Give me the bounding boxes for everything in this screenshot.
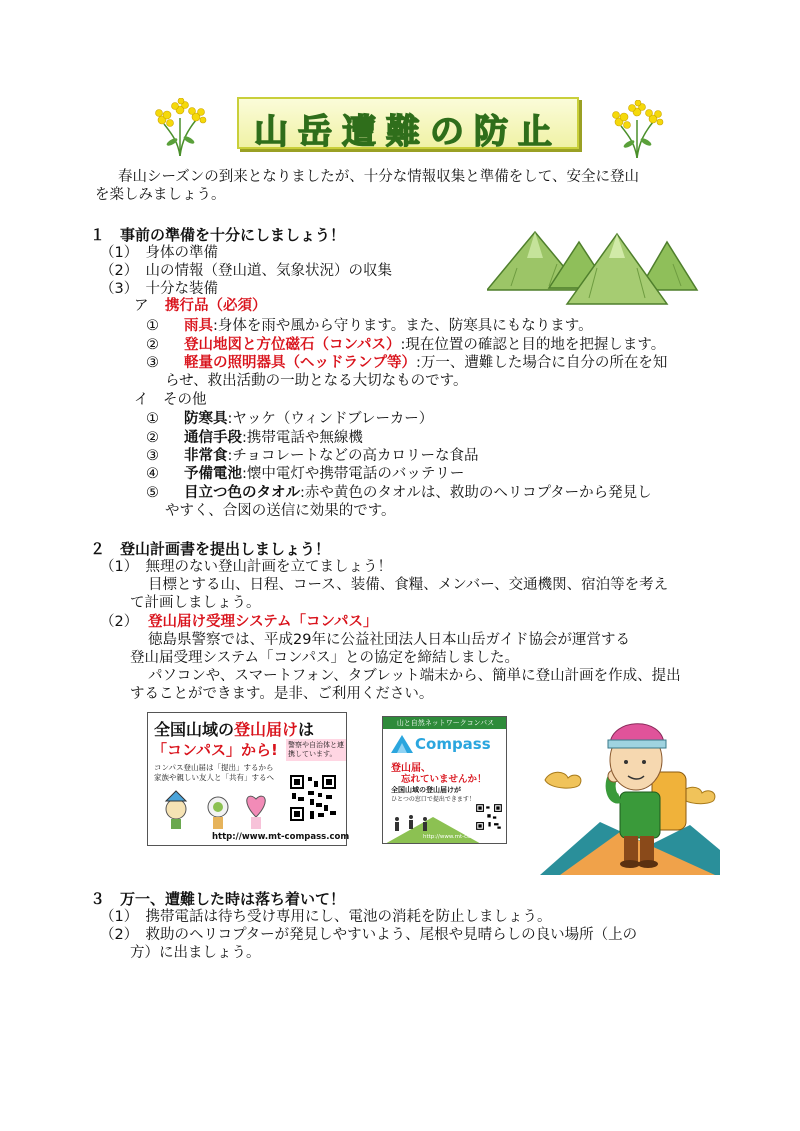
s1-a2: 登山地図と方位磁石（コンパス）:現在位置の確認と目的地を把握します。	[184, 337, 666, 353]
compass-banner-1[interactable]: 全国山域の登山届けは 「コンパス」から! 警察や自治体と連携しています。 コンパス登山届は「提出」するから 家族や親しい友人と「共有」するへ http://www.mt-compass.com	[147, 712, 347, 846]
s1-b1: 防寒具:ヤッケ（ウィンドブレーカー）	[184, 411, 434, 427]
intro-line-2: を楽しみましょう。	[95, 187, 226, 203]
s1-b4: 予備電池:懐中電灯や携帯電話のバッテリー	[184, 466, 465, 482]
banner1-qr-code-icon	[288, 773, 338, 823]
s1-b3: 非常食:チョコレートなどの高カロリーな食品	[184, 448, 479, 464]
s1-a1: 雨具:身体を雨や風から守ります。また、防寒具にもなります。	[184, 318, 593, 334]
mountains-illustration	[487, 228, 702, 306]
s1-a3-num: ③	[146, 355, 159, 371]
banner2-red-1: 登山届、	[391, 763, 431, 774]
s1-b1-num: ①	[146, 411, 159, 427]
s3-item-2-line-1: （2） 救助のヘリコプターが発見しやすいよう、尾根や見晴らしの良い場所（上の	[100, 927, 638, 943]
intro-line-1: 春山シーズンの到来となりましたが、十分な情報収集と準備をして、安全に登山	[118, 169, 639, 185]
s1-a-label: ア	[134, 298, 149, 314]
s1-b5-cont: やすく、合図の送信に効果的です。	[165, 503, 396, 519]
title-banner	[237, 97, 579, 152]
s2-item-2-num: （2）	[100, 614, 139, 630]
banner2-url: http://www.mt-compass.com	[423, 834, 502, 840]
s1-b4-num: ④	[146, 466, 159, 482]
s2-item-1-line-2: て計画しましょう。	[130, 595, 261, 611]
s1-b3-num: ③	[146, 448, 159, 464]
s1-item-2: （2） 山の情報（登山道、気象状況）の収集	[100, 263, 392, 279]
rapeseed-flower-icon-left	[150, 98, 210, 156]
rapeseed-flower-icon-right	[607, 100, 667, 158]
s1-item-1: （1） 身体の準備	[100, 245, 218, 261]
compass-logo-icon	[391, 735, 413, 753]
s2-item-1-line-1: 目標とする山、日程、コース、装備、食糧、メンバー、交通機関、宿泊等を考え	[148, 577, 669, 593]
section-1-heading: １ 事前の準備を十分にしましょう！	[90, 226, 346, 244]
banner1-url: http://www.mt-compass.com	[212, 832, 350, 842]
s3-item-2-line-2: 方）に出ましょう。	[130, 945, 261, 961]
banner1-headline: 「コンパス」から!	[152, 741, 278, 759]
s1-a1-num: ①	[146, 318, 159, 334]
s2-item-2-line-1: 徳島県警察では、平成29年に公益社団法人日本山岳ガイド協会が運営する	[148, 632, 631, 648]
s2-item-1: （1） 無理のない登山計画を立てましょう！	[100, 559, 392, 575]
s2-item-2-line-2: 登山届受理システム「コンパス」との協定を締結しました。	[130, 650, 520, 666]
banner1-small-2: 家族や親しい友人と「共有」するへ	[154, 773, 274, 782]
s1-a-title: 携行品（必須）	[165, 298, 267, 314]
s2-item-2-title: 登山届け受理システム「コンパス」	[148, 614, 378, 630]
banner2-top-label: 山と自然ネットワークコンパス	[383, 717, 507, 729]
s1-a2-num: ②	[146, 337, 159, 353]
banner1-side-note: 警察や自治体と連携しています。	[286, 739, 346, 761]
s2-item-2-line-4: することができます。是非、ご利用ください。	[130, 686, 434, 702]
s1-b2-num: ②	[146, 430, 159, 446]
banner2-mid: 全国山域の登山届けが	[391, 786, 461, 794]
compass-banner-2[interactable]	[382, 716, 507, 844]
page-title: 山岳遭難の防止	[254, 112, 562, 152]
s1-other-label: イ その他	[134, 392, 207, 408]
banner1-small-1: コンパス登山届は「提出」するから	[154, 763, 274, 772]
section-2-heading: ２ 登山計画書を提出しましょう！	[90, 540, 331, 558]
s1-item-3: （3） 十分な装備	[100, 281, 218, 297]
s1-b5-num: ⑤	[146, 485, 159, 501]
banner2-sub: ひとつの窓口で提出できます！	[391, 796, 475, 803]
s1-a3-cont: らせ、救出活動の一助となる大切なものです。	[165, 373, 468, 389]
section-3-heading: ３ 万一、遭難した時は落ち着いて！	[90, 890, 346, 908]
hiker-illustration	[540, 710, 720, 875]
banner2-red-2: 忘れていませんか！	[401, 774, 487, 785]
s1-b2: 通信手段:携帯電話や無線機	[184, 430, 363, 446]
s1-b5: 目立つ色のタオル:赤や黄色のタオルは、救助のヘリコプターから発見し	[184, 485, 652, 501]
banner2-logo-text: Compass	[415, 735, 491, 753]
s2-item-2-line-3: パソコンや、スマートフォン、タブレット端末から、簡単に登山計画を作成、提出	[148, 668, 681, 684]
banner2-qr-code-icon	[475, 803, 503, 831]
s1-a3: 軽量の照明器具（ヘッドランプ等）:万一、遭難した場合に自分の所在を知	[184, 355, 668, 371]
banner1-mascots-illustration	[156, 787, 276, 831]
s3-item-1: （1） 携帯電話は待ち受け専用にし、電池の消耗を防止しましょう。	[100, 909, 552, 925]
